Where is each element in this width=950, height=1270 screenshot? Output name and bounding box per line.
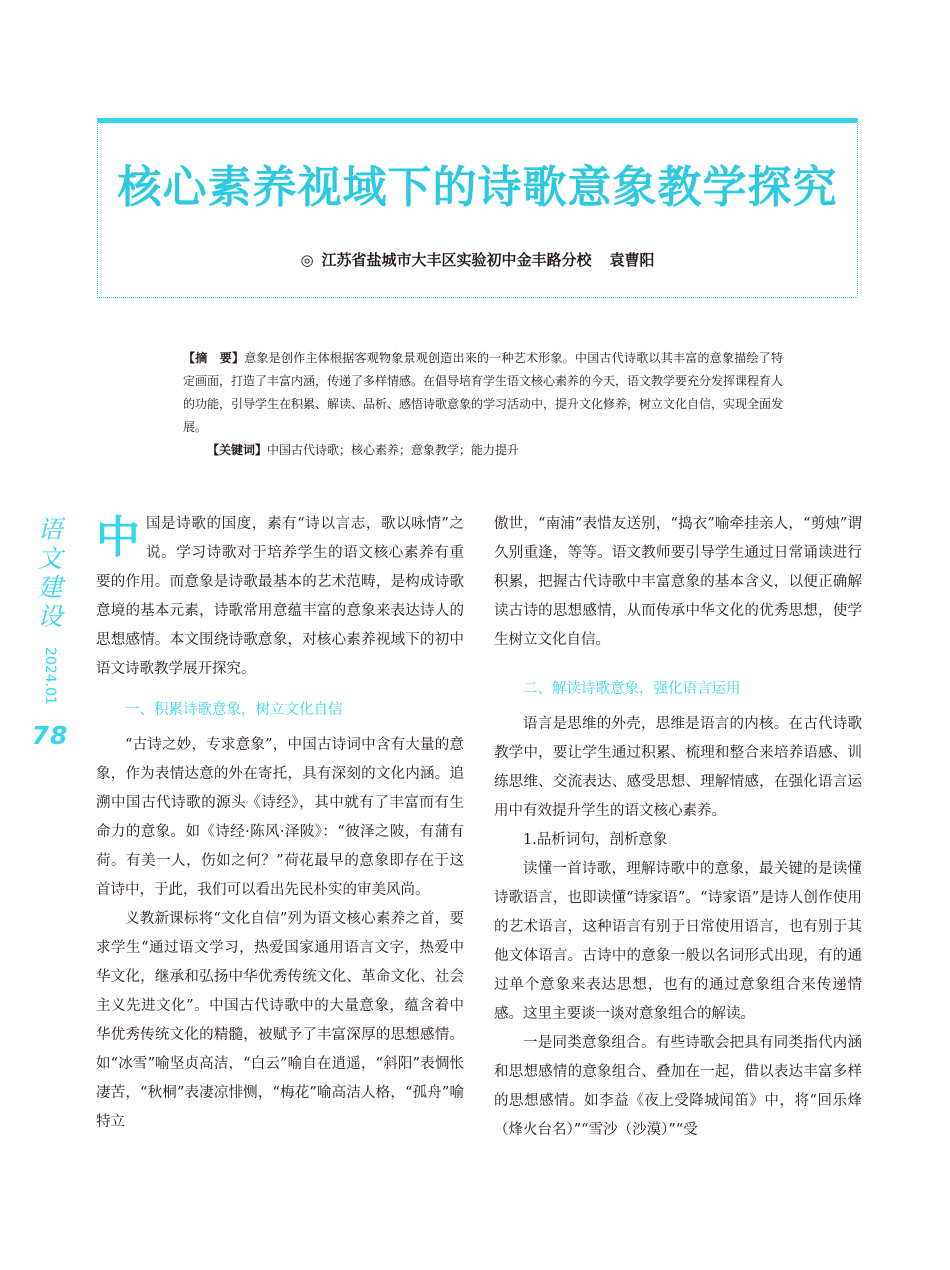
intro-paragraph [96, 510, 464, 684]
author-line [98, 249, 857, 270]
paragraph: 读懂一首诗歌，理解诗歌中的意象，最关键的是读懂诗歌语言，也即读懂“诗家语”。“诗家语”是诗人创作使用的艺术语言，这种语言有别于日常使用语言，也有别于其他文体语言。古诗中的意象一般以名词形式出现，有的通过单个意象来表达思想，也有的通过意象组合来传递情感。这里主要谈一谈对意象组合的解读。 [494, 861, 862, 1022]
abstract-label: 【摘 要】 [183, 351, 245, 365]
author-marker: ◎ [300, 251, 314, 269]
page-number: 78 [31, 721, 69, 750]
paragraph: 一是同类意象组合。有些诗歌会把具有同类指代内涵和思想感情的意象组合、叠加在一起，借以表达丰富多样的思想感情。如李益《夜上受降城闻笛》中，将“回乐烽（烽火台名）”“雪沙（沙漠）”“受 [494, 1035, 862, 1138]
article-title: 核心素养视域下的诗歌意象教学探究 [117, 162, 838, 213]
subheading-1: 1.品析词句，剖析意象 [523, 832, 668, 848]
author-name: 袁曹阳 [609, 251, 655, 269]
body-column-left [96, 510, 464, 1137]
keywords-text: 中国古代诗歌；核心素养；意象教学；能力提升 [267, 443, 520, 457]
section-heading-2: 二、解读诗歌意象，强化语言运用 [523, 681, 741, 697]
issue-wrapper [30, 645, 70, 707]
intro-text: 国是诗歌的国度，素有“诗以言志，歌以咏情”之说。学习诗歌对于培养学生的语文核心素养有重要的作用。而意象是诗歌最基本的艺术范畴，是构成诗歌意境的基本元素，诗歌常用意蕴丰富的意象来表达诗人的思想感情。本文围绕诗歌意象，对核心素养视域下的初中语文诗歌教学展开探究。 [96, 516, 464, 677]
journal-char: 文 [37, 544, 63, 573]
section-heading-1: 一、积累诗歌意象，树立文化自信 [125, 702, 343, 718]
journal-sidebar [30, 515, 70, 750]
keywords-label: 【关键词】 [207, 443, 268, 457]
drop-cap: 中 [96, 512, 140, 563]
body-column-right [494, 510, 862, 1145]
abstract-paragraph [183, 347, 783, 439]
title-box [97, 118, 858, 298]
paragraph: 义教新课标将“文化自信”列为语文核心素养之首，要求学生“通过语文学习，热爱国家通用语言文字，热爱中华文化，继承和弘扬中华优秀传统文化、革命文化、社会主义先进文化”。中国古代诗歌中的大量意象，蕴含着中华优秀传统文化的精髓，被赋予了丰富深厚的思想感情。如“冰雪”喻坚贞高洁，“白云”喻自在逍遥，“斜阳”表惆怅凄苦，“秋桐”表凄凉悱恻，“梅花”喻高洁人格，“孤舟”喻特立 [96, 911, 464, 1130]
journal-char: 建 [37, 573, 63, 602]
abstract-text: 意象是创作主体根据客观物象景观创造出来的一种艺术形象。中国古代诗歌以其丰富的意象描绘了特定画面，打造了丰富内涵，传递了多样情感。在倡导培育学生语文核心素养的今天，语文教学要充分发挥课程育人的功能，引导学生在积累、解读、品析、感悟诗歌意象的学习活动中，提升文化修养，树立文化自信，实现全面发展。 [183, 351, 784, 434]
author-affiliation: 江苏省盐城市大丰区实验初中金丰路分校 [321, 251, 592, 269]
journal-char: 语 [37, 515, 63, 544]
issue-number: 2024.01 [42, 647, 58, 705]
keywords-paragraph [183, 439, 783, 462]
journal-char: 设 [37, 602, 63, 631]
abstract [183, 347, 783, 462]
paragraph-continued: 傲世，“南浦”表惜友送别，“捣衣”喻牵挂亲人，“剪烛”谓久别重逢，等等。语文教师要引导学生通过日常诵读进行积累，把握古代诗歌中丰富意象的基本含义，以便正确解读古诗的思想感情，从而传承中华文化的优秀思想，使学生树立文化自信。 [494, 516, 862, 648]
journal-name [30, 515, 70, 631]
paragraph: “古诗之妙，专求意象”，中国古诗词中含有大量的意象，作为表情达意的外在寄托，具有深刻的文化内涵。追溯中国古代诗歌的源头《诗经》，其中就有了丰富而有生命力的意象。如《诗经·陈风·泽陂》：“彼泽之陂，有蒲有荷。有美一人，伤如之何？”荷花最早的意象即存在于这首诗中，于此，我们可以看出先民朴实的审美风尚。 [96, 737, 464, 898]
paragraph: 语言是思维的外壳，思维是语言的内核。在古代诗歌教学中，要让学生通过积累、梳理和整合来培养语感、训练思维、交流表达、感受思想、理解情感，在强化语言运用中有效提升学生的语文核心素养。 [494, 716, 862, 819]
